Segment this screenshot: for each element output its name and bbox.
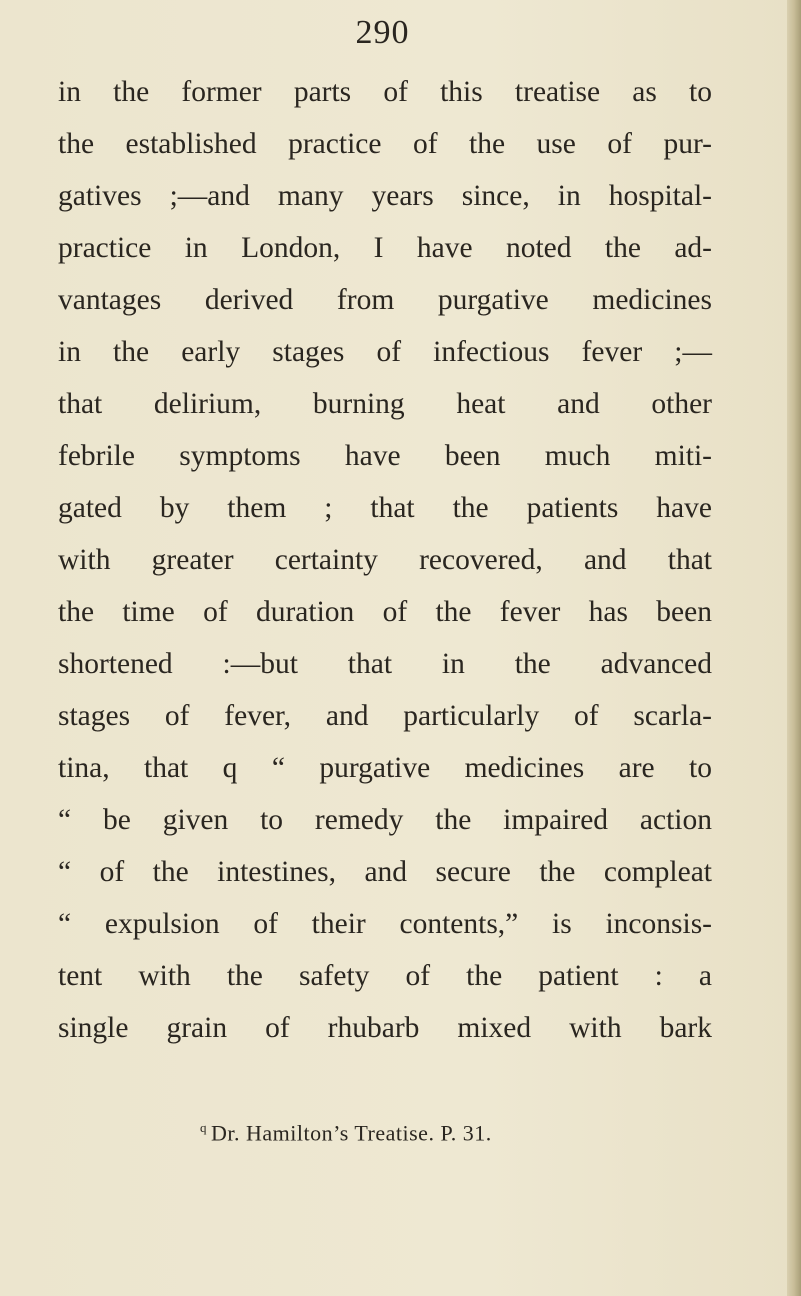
text-line: stages of fever, and particularly of scarla-: [58, 700, 712, 732]
text-line: shortened :—but that in the advanced: [58, 648, 712, 680]
footnote: [200, 1120, 492, 1146]
text-line: with greater certainty recovered, and that: [58, 544, 712, 576]
body-text: [58, 66, 712, 1054]
page-edge: [787, 0, 801, 1296]
footnote-text: Dr. Hamilton’s Treatise. P. 31.: [211, 1120, 492, 1146]
text-line: vantages derived from purgative medicines: [58, 284, 712, 316]
text-line: gated by them ; that the patients have: [58, 492, 712, 524]
page-number: 290: [355, 14, 410, 51]
text-line: “ be given to remedy the impaired action: [58, 804, 712, 836]
text-line: tent with the safety of the patient : a: [58, 960, 712, 992]
text-line: single grain of rhubarb mixed with bark: [58, 1012, 712, 1044]
text-line: that delirium, burning heat and other: [58, 388, 712, 420]
text-line: practice in London, I have noted the ad-: [58, 232, 712, 264]
text-line: gatives ;—and many years since, in hospital-: [58, 180, 712, 212]
text-line: in the early stages of infectious fever ;—: [58, 336, 712, 368]
footnote-mark: q: [200, 1120, 207, 1135]
text-line: the time of duration of the fever has been: [58, 596, 712, 628]
text-line: febrile symptoms have been much miti-: [58, 440, 712, 472]
text-line: in the former parts of this treatise as to: [58, 76, 712, 108]
text-line: the established practice of the use of pur-: [58, 128, 712, 160]
text-line: “ expulsion of their contents,” is inconsis-: [58, 908, 712, 940]
text-line: tina, that q “ purgative medicines are to: [58, 752, 712, 784]
text-line: “ of the intestines, and secure the compleat: [58, 856, 712, 888]
